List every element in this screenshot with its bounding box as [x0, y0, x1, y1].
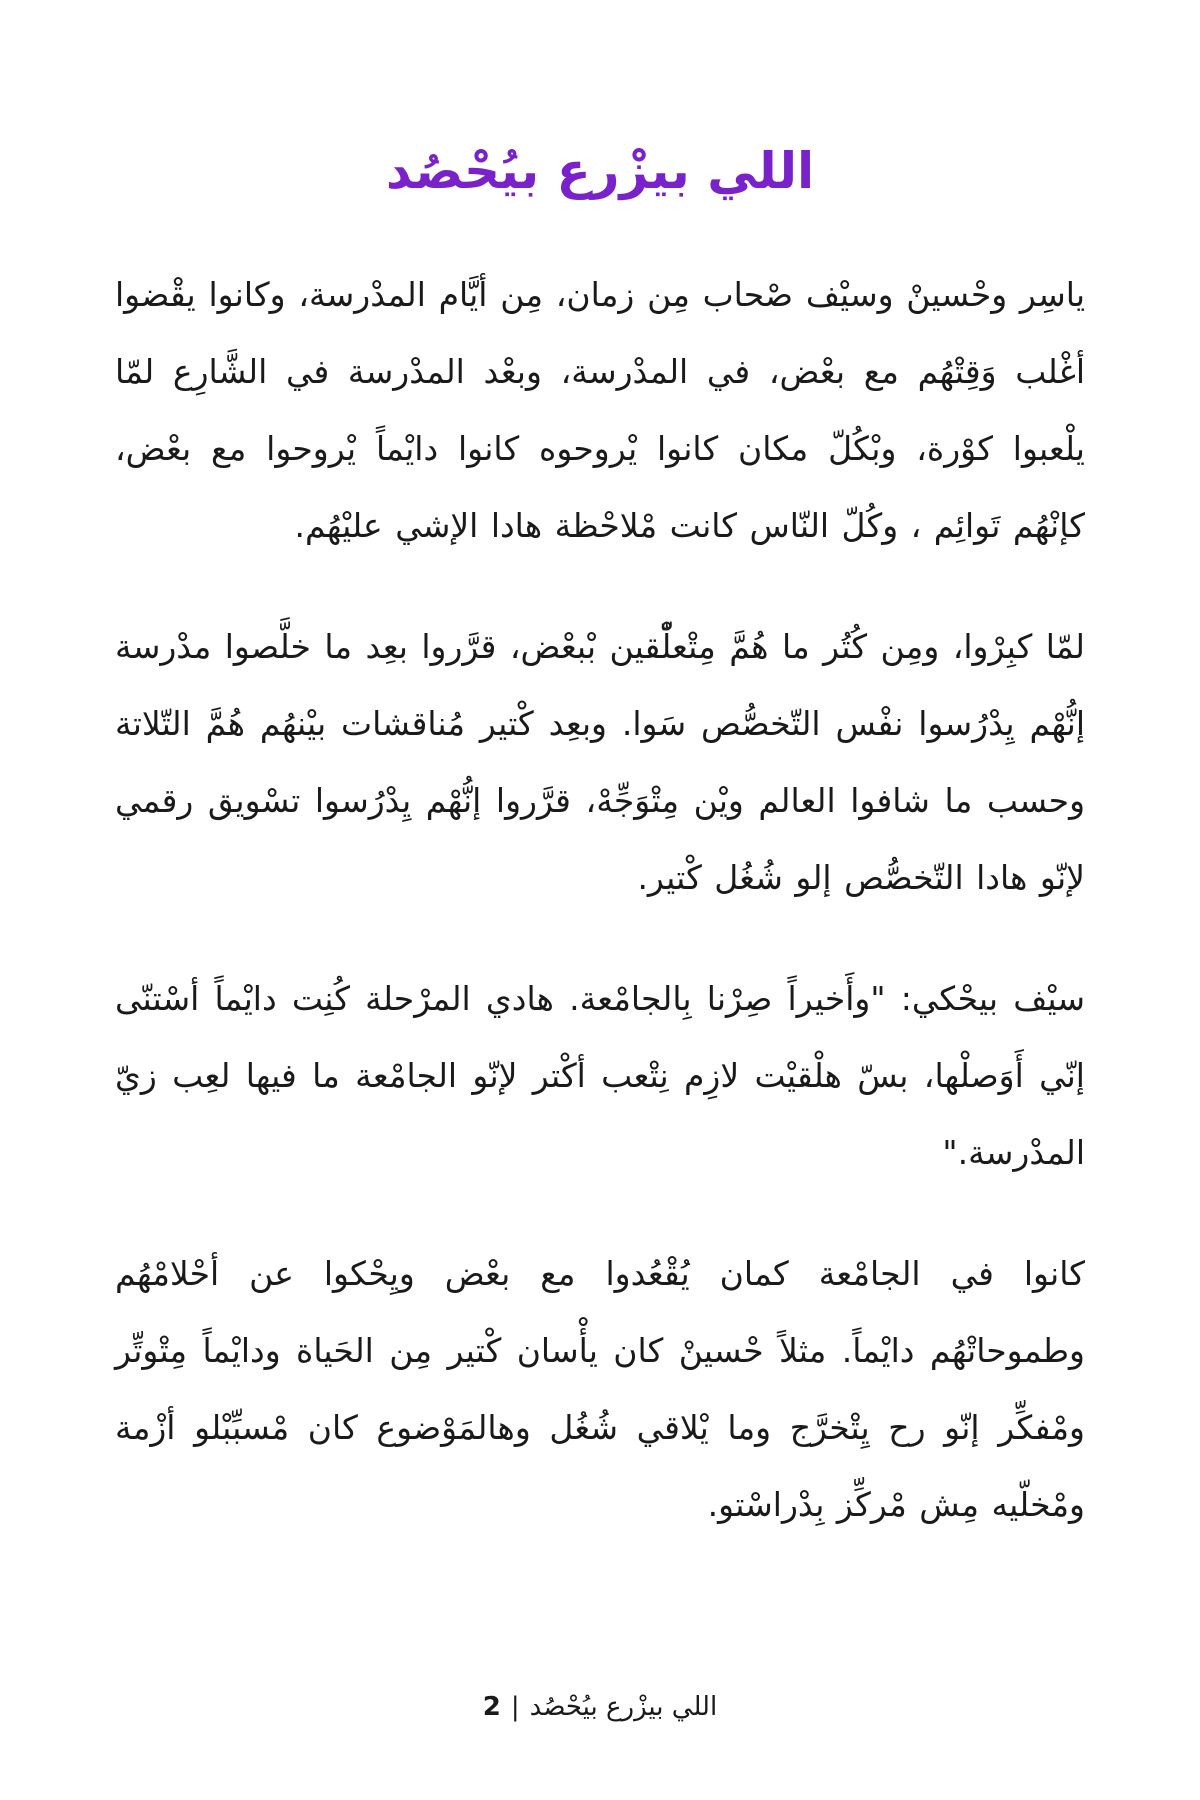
story-paragraph-2: لما كبروا، ومن كتر ما هم متعلقين ببعض، قرروا بعد ما خلصوا مدرسة إنهم يدرسوا نفس التخصص سوا. وبعد كتير مناقشات بينهم هم التلاتة وحسب ما شافوا العالم وين متوجه، قرروا إنهم يدرسوا تسويق رقمي لإنو هادا التخصص إلو شغل كتير.	[115, 627, 1086, 897]
story-body	[115, 256, 1085, 1587]
story-paragraph-4: كانوا في الجامعة كمان يقعدوا مع بعض ويحكوا عن أحلامهم وطموحاتهم دايما. مثلا حسين كان يأسان كتير من الحياة ودايما متوتر ومفكر إنو رح يتخرج وما يلاقي شغل وهالموضوع كان مسببلو أزمة ومخليه مش مركز بدراستو.	[115, 1254, 1085, 1524]
footer-page-number: 2	[482, 1692, 501, 1722]
footer-separator: |	[510, 1692, 520, 1722]
footer-title: اللي بيزرع بيحصد	[529, 1692, 718, 1722]
story-paragraph-3: سيف بيحكي: "وأخيرا صرنا بالجامعة. هادي المرحلة كنت دايما أستنى إني أوصلها، بس هلقيت لازم نتعب أكتر لإنو الجامعة ما فيها لعب زي المدرسة."	[115, 979, 1085, 1172]
page-footer	[0, 1692, 1200, 1722]
story-paragraph-1: ياسر وحسين وسيف صحاب من زمان، من أيام المدرسة، وكانوا يقضوا أغلب وقتهم مع بعض، في المدرسة، وبعد المدرسة في الشارع لما يلعبوا كورة، وبكل مكان كانوا يروحوه كانوا دايما يروحوا مع بعض، كإنهم توائم ، وكل الناس كانت ملاحظة هادا الإشي عليهم.	[115, 275, 1085, 545]
page-title: اللي بيزْرع بيُحْصُد	[385, 142, 815, 200]
